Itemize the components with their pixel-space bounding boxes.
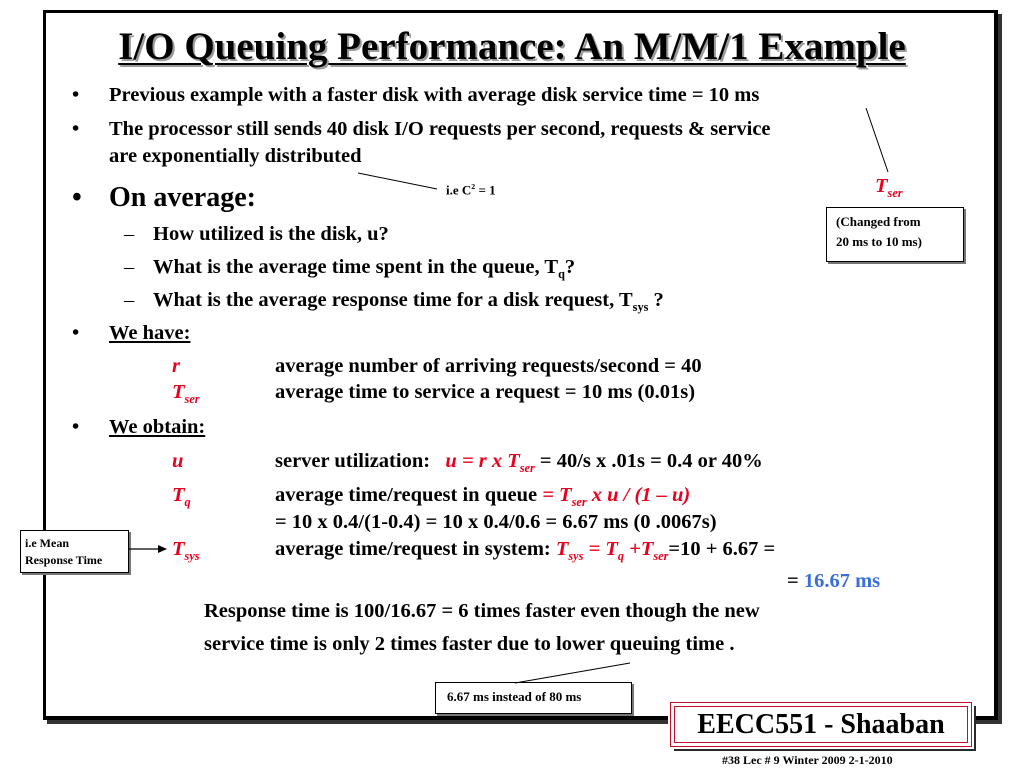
sub-question-2: What is the average time spent in the queue, $T_q$? <box>153 256 576 282</box>
sub-dash: – <box>124 289 135 311</box>
r-description: average number of arriving requests/second = 40 <box>275 355 702 377</box>
footer-meta: #38 Lec # 9 Winter 2009 2-1-2010 <box>722 753 893 767</box>
on-average-heading: On average: <box>109 182 256 213</box>
mean-note-line-2: Response Time <box>25 553 103 567</box>
bullet-dot: • <box>72 84 80 106</box>
instead-connector-line <box>515 663 630 683</box>
bullet-dot: • <box>72 416 80 438</box>
course-footer-box <box>670 702 972 747</box>
tsys-result: = 16.67 ms <box>787 570 881 592</box>
r-symbol: r <box>172 355 180 377</box>
slide-title: I/O Queuing Performance: An M/M/1 Example <box>118 25 906 68</box>
sub-question-1: How utilized is the disk, u? <box>153 223 389 245</box>
tser-symbol: $T_{ser}$ <box>172 381 200 407</box>
tser-description: average time to service a request = 10 ms (0.01s) <box>275 381 696 403</box>
bullet-dot: • <box>72 322 80 344</box>
sub-question-3: What is the average response time for a disk request, $T_{sys}$ ? <box>153 289 664 315</box>
we-have-heading: We have: <box>109 322 191 344</box>
u-symbol: u <box>172 450 184 472</box>
tsys-line: average time/request in system: $T_{sys} = T_q +T_{ser}=10 + 6.67$ = <box>275 538 776 564</box>
arrow-head-icon <box>158 545 167 553</box>
ie-c2-annotation: i.e $C^2 = 1$ <box>446 182 496 198</box>
we-obtain-heading: We obtain: <box>109 416 206 438</box>
changed-note-line-2: 20 ms to 10 ms) <box>836 234 922 249</box>
response-line-1: Response time is 100/16.67 = 6 times faster even though the new <box>204 600 760 622</box>
mean-note-line-1: i.e Mean <box>25 536 69 550</box>
tq-line-2: = 10 x 0.4/(1-0.4) = 10 x 0.4/0.6 = 6.67 ms (0 .0067s) <box>275 511 717 533</box>
u-line: server utilization: u = r x $T_{ser} = 40/s$ x .01s = 0.4 or 40% <box>275 450 763 476</box>
course-footer-text: EECC551 - Shaaban <box>697 708 945 740</box>
tsys-symbol: $T_{sys}$ <box>172 538 200 564</box>
bullet-text-1: Previous example with a faster disk with average disk service time = 10 ms <box>109 84 760 106</box>
response-line-2: service time is only 2 times faster due to lower queuing time . <box>204 633 735 655</box>
tq-symbol: $T_q$ <box>172 484 191 510</box>
bullet-text-2b: are exponentially distributed <box>109 145 362 167</box>
bullet-dot: • <box>72 118 80 140</box>
instead-note-text: 6.67 ms instead of 80 ms <box>447 689 582 704</box>
c2-connector-line <box>358 173 437 189</box>
sub-dash: – <box>124 256 135 278</box>
bullet-text-2a: The processor still sends 40 disk I/O requests per second, requests & service <box>109 118 771 140</box>
tser-annotation: $T_{ser}$ <box>875 175 903 201</box>
sub-dash: – <box>124 223 135 245</box>
tser-connector-line <box>866 108 888 172</box>
tq-line: average time/request in queue = $T_{ser}$ x u / (1 – u) <box>275 484 691 510</box>
bullet-dot: • <box>72 182 82 213</box>
changed-note-line-1: (Changed from <box>836 214 921 229</box>
